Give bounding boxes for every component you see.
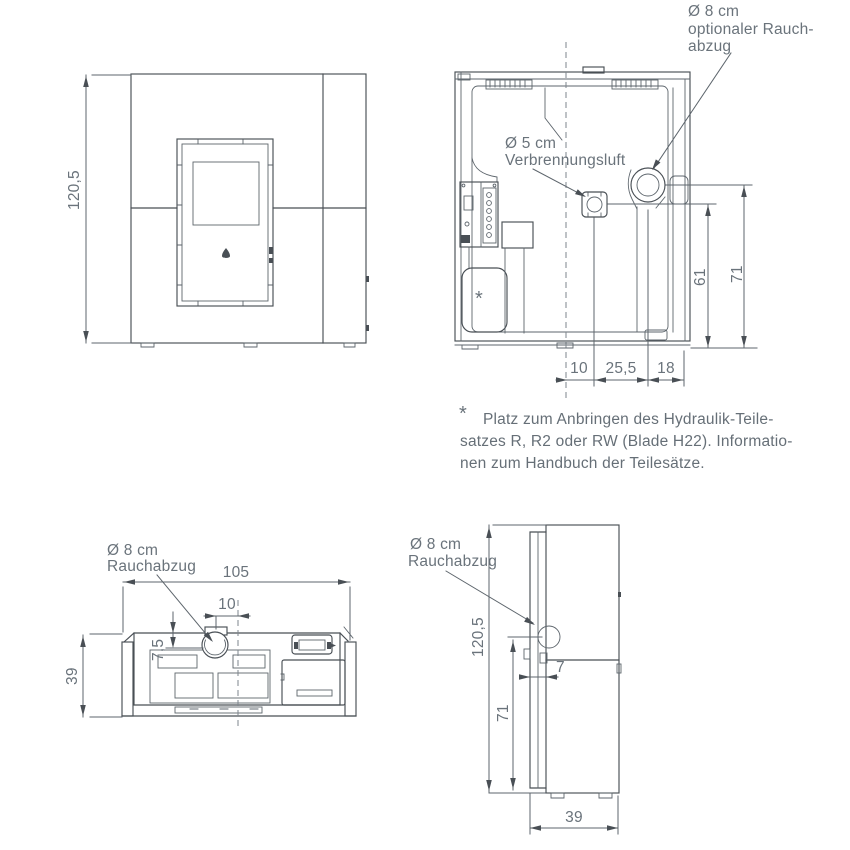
top-left-wall bbox=[122, 642, 133, 716]
top-dim-10-label: 10 bbox=[218, 596, 236, 613]
rear-duct-box-lines bbox=[505, 248, 524, 333]
rear-air-leader bbox=[505, 135, 626, 199]
top-view bbox=[64, 542, 356, 730]
top-dim-39-label: 39 bbox=[64, 667, 81, 685]
rear-panel-notch bbox=[472, 158, 497, 182]
front-right-tab-lower bbox=[366, 325, 369, 331]
hydraulic-space-marker: * bbox=[475, 288, 483, 310]
rear-air-inlet bbox=[582, 192, 607, 217]
rear-flue-leader bbox=[650, 3, 814, 172]
top-firebox-outline bbox=[150, 650, 270, 703]
rear-top-brackets bbox=[486, 80, 658, 89]
front-door-frame-ticks bbox=[178, 140, 272, 305]
top-bottom-rail bbox=[175, 707, 262, 713]
side-dim-7-label: 7 bbox=[556, 659, 565, 676]
side-dim-71-label: 71 bbox=[495, 704, 512, 722]
footnote-line-3: nen zum Handbuch der Teilesätze. bbox=[460, 455, 705, 472]
side-depth-dimension bbox=[530, 794, 618, 834]
top-side-door bbox=[281, 660, 345, 705]
top-flue-label-2: Rauchabzug bbox=[107, 558, 197, 575]
rear-dim-255-label: 25,5 bbox=[605, 360, 637, 377]
rear-dim-18-label: 18 bbox=[657, 360, 675, 377]
rear-inner-panel bbox=[472, 86, 668, 332]
top-chimney bbox=[202, 627, 228, 658]
front-door-frame-inner bbox=[182, 144, 268, 301]
top-corner-tick bbox=[344, 627, 353, 638]
side-feet bbox=[551, 793, 612, 798]
footnote-line-2: satzes R, R2 oder RW (Blade H22). Informatio- bbox=[460, 433, 793, 450]
side-dim-1205-label: 120,5 bbox=[470, 617, 487, 657]
side-flue-label-2: Rauchabzug bbox=[408, 553, 498, 570]
rear-inner-panel-bend bbox=[545, 88, 562, 140]
front-right-tab bbox=[366, 276, 369, 282]
front-door-window bbox=[193, 162, 259, 225]
front-door-hinge-lower bbox=[269, 258, 273, 263]
side-flue-label-1: Ø 8 cm bbox=[410, 536, 462, 553]
top-right-wall bbox=[345, 642, 356, 716]
rear-body-outline bbox=[455, 72, 690, 341]
top-flue-label-1: Ø 8 cm bbox=[107, 542, 159, 559]
rear-air-label-1: Ø 5 cm bbox=[505, 135, 557, 152]
rear-view bbox=[455, 3, 814, 398]
rear-duct-box bbox=[502, 222, 533, 248]
top-inset-dimension bbox=[150, 612, 203, 661]
rear-flue-label-3: abzug bbox=[688, 38, 732, 55]
side-flue-height-dimension bbox=[495, 637, 542, 790]
rear-air-label-2: Verbrennungsluft bbox=[505, 152, 626, 169]
top-offset-dimension bbox=[204, 596, 250, 629]
footnote-line-1: Platz zum Anbringen des Hydraulik-Teile- bbox=[483, 411, 774, 428]
rear-dimension-61 bbox=[608, 204, 716, 348]
side-view bbox=[408, 525, 621, 834]
rear-feet bbox=[462, 343, 573, 349]
footnote-marker: * bbox=[459, 403, 467, 425]
front-door-hinge bbox=[269, 247, 273, 254]
rear-flue-label-2: optionaler Rauch- bbox=[688, 21, 814, 38]
rear-dim-10-label: 10 bbox=[570, 360, 588, 377]
side-channel-dimension bbox=[519, 659, 565, 680]
front-view bbox=[66, 74, 369, 347]
top-dim-75-label: 7,5 bbox=[150, 638, 167, 661]
top-dim-105-label: 105 bbox=[222, 564, 250, 581]
top-lid-right bbox=[218, 673, 268, 698]
rear-hydraulic-space bbox=[462, 268, 507, 332]
front-feet bbox=[141, 343, 355, 347]
front-height-label: 120,5 bbox=[66, 170, 83, 210]
side-flue-leader bbox=[408, 536, 536, 627]
footnote bbox=[459, 403, 793, 472]
top-lid-left bbox=[175, 673, 213, 698]
top-depth-dimension bbox=[64, 634, 122, 717]
rear-flue-label-1: Ø 8 cm bbox=[688, 3, 740, 20]
top-control-panel bbox=[292, 635, 336, 654]
rear-dim-71-label: 71 bbox=[729, 265, 746, 283]
side-rear-channel bbox=[524, 532, 547, 788]
side-dim-39-label: 39 bbox=[565, 809, 583, 826]
rear-dim-61-label: 61 bbox=[692, 268, 709, 286]
rear-dimension-71 bbox=[666, 185, 757, 348]
flame-icon bbox=[222, 248, 230, 258]
front-height-dimension bbox=[66, 75, 131, 343]
rear-bottom-dimensions bbox=[556, 210, 684, 386]
rear-control-unit bbox=[460, 182, 498, 247]
side-latch bbox=[618, 592, 621, 597]
